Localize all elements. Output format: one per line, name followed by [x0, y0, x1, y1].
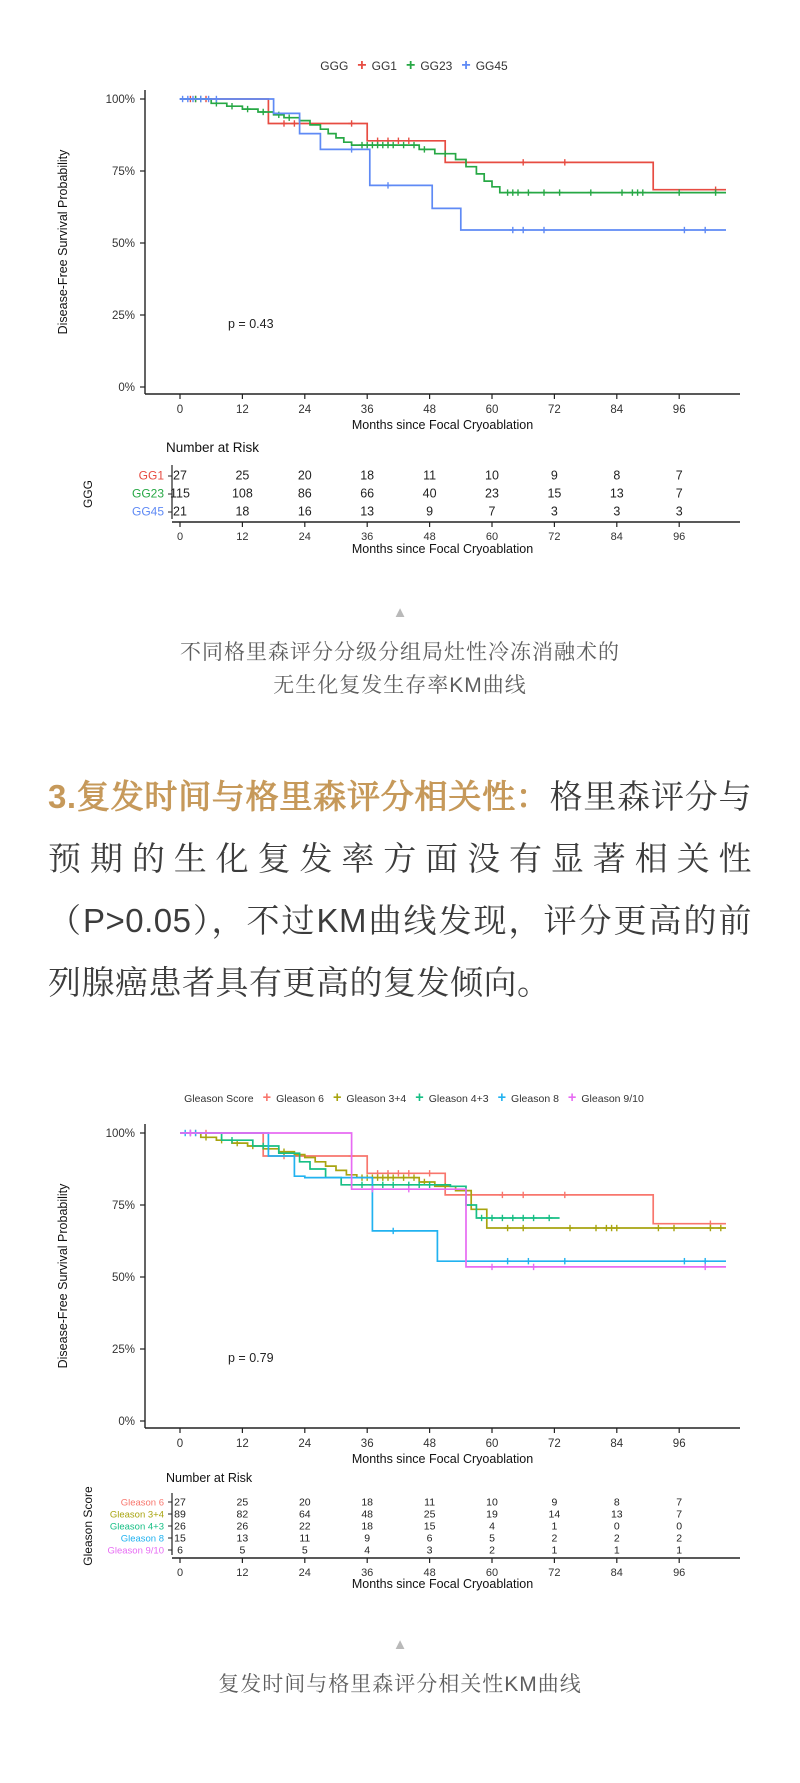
x-axis-label: Months since Focal Cryoablation: [351, 418, 534, 432]
x-tick-label: 0: [176, 1438, 184, 1450]
risk-value: 0: [676, 1520, 683, 1533]
risk-value: 1: [551, 1544, 558, 1557]
risk-value: 10: [486, 1496, 498, 1509]
triangle-up-icon: ▲: [392, 604, 408, 621]
risk-value: 15: [423, 1520, 436, 1533]
risk-value: 108: [231, 486, 253, 501]
risk-value: 25: [423, 1508, 436, 1521]
x-axis-label: Months since Focal Cryoablation: [351, 1452, 534, 1466]
km-chart-svg: [50, 44, 750, 564]
risk-value: 2: [551, 1532, 558, 1545]
risk-value: 20: [297, 468, 312, 483]
risk-x-tick-label: 36: [361, 1567, 374, 1579]
risk-value: 7: [676, 1496, 683, 1509]
y-tick-label: 100%: [105, 94, 135, 106]
risk-value: 48: [361, 1508, 374, 1521]
risk-value: 3: [675, 504, 683, 519]
km-curve: [180, 1133, 726, 1228]
risk-value: 2: [489, 1544, 495, 1557]
risk-value: 7: [675, 468, 683, 483]
risk-value: 27: [173, 468, 187, 483]
risk-value: 7: [675, 486, 683, 501]
x-tick-label: 60: [485, 1438, 499, 1450]
x-tick-label: 36: [360, 404, 374, 416]
x-tick-label: 72: [548, 1438, 561, 1450]
x-tick-label: 84: [610, 404, 624, 416]
risk-value: 9: [551, 1496, 558, 1509]
risk-row-label: Gleason 8: [120, 1533, 164, 1545]
paragraph-body: 格里森评分与预期的生化复发率方面没有显著相关性（P>0.05），不过KM曲线发现，评分更高的前列腺癌患者具有更高的复发倾向。: [48, 778, 752, 1001]
risk-value: 3: [550, 504, 558, 519]
risk-x-tick-label: 84: [610, 1567, 623, 1579]
risk-value: 13: [360, 504, 375, 519]
risk-value: 15: [547, 486, 562, 501]
risk-value: 21: [173, 504, 187, 519]
y-tick-label: 75%: [111, 166, 135, 178]
risk-value: 89: [174, 1508, 186, 1521]
risk-value: 25: [236, 1496, 249, 1509]
y-tick-label: 0%: [118, 1416, 135, 1428]
risk-x-tick-label: 96: [673, 531, 686, 543]
km-curve: [180, 1133, 726, 1267]
risk-value: 1: [613, 1544, 620, 1557]
risk-x-tick-label: 48: [423, 531, 436, 543]
x-tick-label: 12: [236, 1438, 249, 1450]
risk-value: 6: [177, 1544, 183, 1557]
risk-table-title: Number at Risk: [166, 1471, 253, 1485]
risk-value: 11: [424, 1496, 436, 1509]
risk-table-title: Number at Risk: [166, 440, 260, 455]
paragraph-lead: 3.复发时间与格里森评分相关性：: [48, 778, 550, 815]
risk-x-tick-label: 48: [423, 1567, 436, 1579]
risk-value: 27: [174, 1496, 186, 1509]
risk-x-tick-label: 24: [298, 531, 311, 543]
risk-value: 9: [426, 504, 434, 519]
risk-x-tick-label: 36: [361, 531, 374, 543]
x-tick-label: 36: [360, 1438, 374, 1450]
risk-value: 3: [426, 1544, 433, 1557]
risk-x-tick-label: 12: [236, 1567, 249, 1579]
x-tick-label: 96: [672, 404, 686, 416]
risk-row-label: Gleason 4+3: [109, 1521, 164, 1533]
risk-x-tick-label: 72: [548, 1567, 561, 1579]
x-tick-label: 48: [423, 1438, 436, 1450]
risk-value: 4: [489, 1520, 495, 1533]
risk-value: 26: [174, 1520, 186, 1533]
risk-value: 3: [613, 504, 621, 519]
risk-value: 2: [676, 1532, 683, 1545]
risk-value: 25: [235, 468, 250, 483]
y-tick-label: 25%: [111, 1344, 135, 1356]
risk-value: 6: [426, 1532, 433, 1545]
y-tick-label: 50%: [111, 238, 135, 250]
y-axis-label: Disease-Free Survival Probability: [56, 149, 70, 335]
figure1-caption-line1: 不同格里森评分分级分组局灶性冷冻消融术的: [180, 641, 620, 664]
risk-value: 1: [551, 1520, 558, 1533]
chart-legend: GGG + GG1 + GG23 + GG45: [320, 57, 508, 74]
chart-legend: Gleason Score + Gleason 6 + Gleason 3+4 + Gleason 4+3 + Gleason 8 + Gleason 9/10: [184, 1090, 644, 1106]
risk-x-axis-label: Months since Focal Cryoablation: [351, 542, 534, 556]
risk-value: 16: [297, 504, 312, 519]
risk-value: 4: [364, 1544, 371, 1557]
risk-value: 8: [613, 468, 621, 483]
risk-value: 8: [613, 1496, 620, 1509]
risk-value: 9: [550, 468, 558, 483]
risk-value: 18: [361, 1496, 374, 1509]
p-value: p = 0.79: [228, 1351, 274, 1365]
y-tick-label: 0%: [118, 382, 135, 394]
x-tick-label: 84: [610, 1438, 624, 1450]
figure1-caption-line2: 无生化复发生存率KM曲线: [273, 674, 527, 697]
y-tick-label: 50%: [111, 1272, 135, 1284]
risk-value: 5: [239, 1544, 246, 1557]
risk-row-label: GG23: [131, 486, 164, 501]
y-axis-label: Disease-Free Survival Probability: [56, 1183, 70, 1369]
x-tick-label: 72: [548, 404, 561, 416]
x-tick-label: 96: [672, 1438, 686, 1450]
km-curve: [180, 1133, 726, 1261]
figure2-caption-line1: 复发时间与格里森评分相关性KM曲线: [218, 1673, 582, 1696]
x-tick-label: 0: [176, 404, 184, 416]
paragraph-recurrence-gleason: [48, 766, 752, 1014]
km-curve: [180, 99, 726, 230]
x-tick-label: 12: [236, 404, 249, 416]
risk-value: 66: [360, 486, 375, 501]
x-tick-label: 48: [423, 404, 436, 416]
risk-value: 7: [488, 504, 496, 519]
risk-value: 5: [489, 1532, 495, 1545]
risk-value: 86: [297, 486, 312, 501]
figure1-caption: [0, 605, 800, 702]
km-chart-svg: [50, 1078, 750, 1596]
risk-row-label: Gleason 6: [120, 1497, 164, 1509]
km-curve: [180, 99, 726, 193]
triangle-up-icon: ▲: [392, 1636, 408, 1653]
risk-axis-label: GGG: [81, 479, 95, 509]
risk-value: 11: [423, 468, 437, 483]
risk-value: 2: [613, 1532, 620, 1545]
risk-value: 26: [236, 1520, 249, 1533]
risk-value: 13: [609, 486, 624, 501]
risk-value: 13: [236, 1532, 249, 1545]
risk-x-tick-label: 0: [176, 531, 184, 543]
km-figure-gleason-score: [50, 1078, 750, 1601]
risk-value: 7: [676, 1508, 683, 1521]
y-tick-label: 100%: [105, 1128, 135, 1140]
risk-value: 18: [361, 1520, 374, 1533]
risk-value: 0: [613, 1520, 620, 1533]
risk-axis-label: Gleason Score: [81, 1486, 95, 1566]
risk-x-tick-label: 96: [673, 1567, 686, 1579]
risk-value: 64: [298, 1508, 311, 1521]
risk-value: 5: [301, 1544, 308, 1557]
risk-value: 14: [548, 1508, 561, 1521]
risk-value: 10: [485, 468, 499, 483]
risk-value: 40: [422, 486, 437, 501]
risk-value: 9: [364, 1532, 371, 1545]
y-tick-label: 75%: [111, 1200, 135, 1212]
km-figure-grade-group: [50, 44, 750, 569]
x-tick-label: 24: [298, 404, 312, 416]
risk-x-tick-label: 24: [298, 1567, 311, 1579]
risk-value: 18: [235, 504, 250, 519]
risk-value: 15: [174, 1532, 186, 1545]
risk-row-label: GG1: [138, 468, 164, 483]
risk-row-label: GG45: [131, 504, 164, 519]
risk-row-label: Gleason 9/10: [107, 1545, 164, 1557]
risk-value: 23: [485, 486, 499, 501]
risk-x-tick-label: 0: [176, 1567, 184, 1579]
risk-value: 1: [676, 1544, 683, 1557]
risk-x-tick-label: 60: [485, 531, 499, 543]
risk-x-tick-label: 12: [236, 531, 249, 543]
p-value: p = 0.43: [228, 317, 274, 331]
x-tick-label: 24: [298, 1438, 312, 1450]
risk-value: 13: [610, 1508, 623, 1521]
risk-value: 82: [236, 1508, 249, 1521]
risk-x-axis-label: Months since Focal Cryoablation: [351, 1577, 534, 1591]
risk-value: 22: [298, 1520, 311, 1533]
risk-x-tick-label: 60: [485, 1567, 499, 1579]
risk-row-label: Gleason 3+4: [109, 1509, 164, 1521]
risk-value: 115: [170, 486, 190, 501]
risk-x-tick-label: 72: [548, 531, 561, 543]
risk-value: 11: [299, 1532, 311, 1545]
risk-x-tick-label: 84: [610, 531, 623, 543]
figure2-caption: [0, 1637, 800, 1749]
risk-value: 18: [360, 468, 375, 483]
x-tick-label: 60: [485, 404, 499, 416]
risk-value: 20: [298, 1496, 311, 1509]
risk-value: 19: [486, 1508, 498, 1521]
y-tick-label: 25%: [111, 310, 135, 322]
